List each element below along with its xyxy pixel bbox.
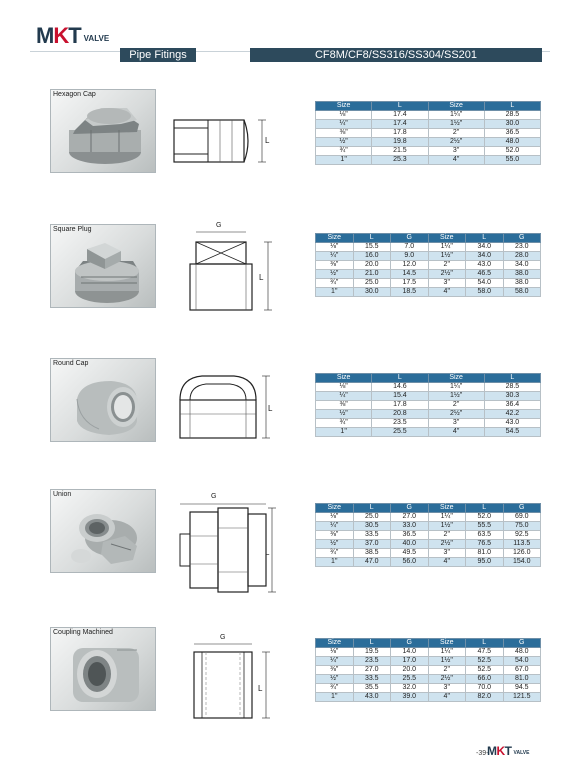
table-cell: 1¼" <box>428 648 466 657</box>
spec-table-square-plug <box>315 233 541 297</box>
table-cell: 23.5 <box>353 657 391 666</box>
table-cell: 46.5 <box>466 270 504 279</box>
hexagon-cap-drawing <box>168 114 278 168</box>
materials-banner: CF8M/CF8/SS316/SS304/SS201 <box>250 48 542 62</box>
table-cell: ¾" <box>316 684 354 693</box>
col-header: L <box>372 102 428 111</box>
table-cell: 4" <box>428 693 466 702</box>
col-header: Size <box>316 234 354 243</box>
table-cell: 17.8 <box>372 129 428 138</box>
page-number: -39- <box>476 750 489 757</box>
table-cell: 43.0 <box>484 419 540 428</box>
table-cell: ¼" <box>316 120 372 129</box>
table-cell: ⅛" <box>316 648 354 657</box>
table-cell: 1½" <box>428 392 484 401</box>
table-cell: 35.5 <box>353 684 391 693</box>
table-cell: ⅜" <box>316 666 354 675</box>
table-cell: 39.0 <box>391 693 429 702</box>
dim-label-l: L <box>265 136 270 145</box>
table-cell: 9.0 <box>391 252 429 261</box>
table-cell: 28.0 <box>503 252 541 261</box>
table-header-row <box>316 234 541 243</box>
table-cell: 19.8 <box>372 138 428 147</box>
col-header: Size <box>428 374 484 383</box>
table-row <box>316 531 541 540</box>
table-cell: 38.5 <box>353 549 391 558</box>
table-row <box>316 120 541 129</box>
table-row <box>316 522 541 531</box>
col-header: Size <box>316 374 372 383</box>
table-cell: 36.5 <box>391 531 429 540</box>
table-cell: 1" <box>316 428 372 437</box>
table-cell: 81.0 <box>503 675 541 684</box>
logo-mkt-text: MKT <box>36 23 81 48</box>
table-header-row <box>316 504 541 513</box>
photo-coupling-machined <box>50 627 156 711</box>
table-cell: ⅛" <box>316 513 354 522</box>
union-drawing <box>172 496 282 598</box>
dim-label-l: L <box>265 548 270 557</box>
table-cell: ½" <box>316 675 354 684</box>
product-name: Union <box>53 491 72 498</box>
table-cell: 34.0 <box>466 243 504 252</box>
table-row <box>316 657 541 666</box>
table-cell: 15.5 <box>353 243 391 252</box>
table-row <box>316 558 541 567</box>
union-image <box>51 490 157 574</box>
table-row <box>316 392 541 401</box>
table-cell: 33.5 <box>353 675 391 684</box>
table-cell: ⅜" <box>316 401 372 410</box>
table-row <box>316 675 541 684</box>
table-cell: 52.0 <box>466 513 504 522</box>
table-row <box>316 540 541 549</box>
table-cell: 18.5 <box>391 288 429 297</box>
table-cell: 21.0 <box>353 270 391 279</box>
table-cell: 54.5 <box>484 428 540 437</box>
table-row <box>316 129 541 138</box>
logo-valve-text: VALVE <box>83 34 110 43</box>
col-header: L <box>484 374 540 383</box>
table-row <box>316 288 541 297</box>
table-cell: 76.5 <box>466 540 504 549</box>
table-cell: 2" <box>428 401 484 410</box>
photo-square-plug <box>50 224 156 308</box>
table-cell: 121.5 <box>503 693 541 702</box>
table-cell: ⅜" <box>316 531 354 540</box>
table-cell: 42.2 <box>484 410 540 419</box>
table-cell: 1½" <box>428 252 466 261</box>
table-row <box>316 156 541 165</box>
table-cell: 23.5 <box>372 419 428 428</box>
square-plug-image <box>51 225 157 309</box>
table-cell: 4" <box>428 558 466 567</box>
table-cell: 3" <box>428 279 466 288</box>
table-cell: ¾" <box>316 279 354 288</box>
table-cell: 37.0 <box>353 540 391 549</box>
table-cell: 47.5 <box>466 648 504 657</box>
col-header: L <box>353 504 391 513</box>
table-cell: 40.0 <box>391 540 429 549</box>
table-cell: 43.0 <box>353 693 391 702</box>
spec-table-round-cap <box>315 373 541 437</box>
table-cell: 25.3 <box>372 156 428 165</box>
table-cell: 3" <box>428 684 466 693</box>
table-cell: ½" <box>316 270 354 279</box>
table-cell: 25.0 <box>353 513 391 522</box>
table-cell: ¼" <box>316 657 354 666</box>
table-cell: 2" <box>428 129 484 138</box>
product-name: Hexagon Cap <box>53 91 96 98</box>
table-cell: 2" <box>428 666 466 675</box>
table-cell: 30.0 <box>353 288 391 297</box>
table-cell: 1½" <box>428 522 466 531</box>
table-cell: 7.0 <box>391 243 429 252</box>
product-name: Square Plug <box>53 226 92 233</box>
table-cell: 54.0 <box>466 279 504 288</box>
table-cell: 2" <box>428 261 466 270</box>
table-cell: 20.0 <box>353 261 391 270</box>
table-cell: 49.5 <box>391 549 429 558</box>
col-header: Size <box>316 504 354 513</box>
table-row <box>316 261 541 270</box>
col-header: L <box>484 102 540 111</box>
table-cell: ⅜" <box>316 129 372 138</box>
table-cell: 67.0 <box>503 666 541 675</box>
table-cell: 4" <box>428 288 466 297</box>
table-cell: 34.0 <box>503 261 541 270</box>
table-cell: ⅛" <box>316 243 354 252</box>
table-cell: 14.0 <box>391 648 429 657</box>
table-cell: 38.0 <box>503 270 541 279</box>
table-cell: 23.0 <box>503 243 541 252</box>
table-cell: 2½" <box>428 540 466 549</box>
table-cell: 48.0 <box>484 138 540 147</box>
table-row <box>316 648 541 657</box>
hexagon-cap-image <box>51 90 157 174</box>
table-cell: 28.5 <box>484 111 540 120</box>
spec-table-hexagon-cap <box>315 101 541 165</box>
table-cell: 25.5 <box>391 675 429 684</box>
table-cell: 30.0 <box>484 120 540 129</box>
dim-label-g: G <box>220 634 226 641</box>
round-cap-drawing <box>172 370 282 446</box>
table-cell: 1¼" <box>428 111 484 120</box>
dim-label-l: L <box>259 273 264 282</box>
table-cell: 82.0 <box>466 693 504 702</box>
table-cell: 52.0 <box>484 147 540 156</box>
table-cell: 69.0 <box>503 513 541 522</box>
table-cell: 58.0 <box>466 288 504 297</box>
table-cell: 1" <box>316 288 354 297</box>
table-cell: 81.0 <box>466 549 504 558</box>
dim-label-l: L <box>258 684 263 693</box>
table-cell: ¾" <box>316 549 354 558</box>
table-row <box>316 666 541 675</box>
table-cell: 58.0 <box>503 288 541 297</box>
dim-label-l: L <box>268 404 273 413</box>
product-name: Round Cap <box>53 360 89 367</box>
table-row <box>316 549 541 558</box>
dim-label-g: G <box>216 222 222 229</box>
table-cell: 75.0 <box>503 522 541 531</box>
table-cell: 30.3 <box>484 392 540 401</box>
table-cell: 94.5 <box>503 684 541 693</box>
brand-logo <box>36 23 110 48</box>
table-cell: 4" <box>428 428 484 437</box>
col-header: L <box>353 234 391 243</box>
spec-table-coupling-machined <box>315 638 541 702</box>
table-cell: 17.5 <box>391 279 429 288</box>
table-cell: 2½" <box>428 675 466 684</box>
table-cell: 70.0 <box>466 684 504 693</box>
table-cell: ⅛" <box>316 383 372 392</box>
table-cell: 48.0 <box>503 648 541 657</box>
col-header: G <box>391 234 429 243</box>
table-cell: 2" <box>428 531 466 540</box>
table-cell: 17.4 <box>372 120 428 129</box>
table-cell: ¾" <box>316 419 372 428</box>
table-cell: 55.5 <box>466 522 504 531</box>
table-cell: 36.5 <box>484 129 540 138</box>
table-cell: 38.0 <box>503 279 541 288</box>
table-cell: 30.5 <box>353 522 391 531</box>
table-cell: ⅛" <box>316 111 372 120</box>
table-cell: 154.0 <box>503 558 541 567</box>
photo-hexagon-cap <box>50 89 156 173</box>
dim-label-g: G <box>211 493 217 500</box>
table-header-row <box>316 639 541 648</box>
table-cell: 15.4 <box>372 392 428 401</box>
table-cell: 63.5 <box>466 531 504 540</box>
table-cell: 14.6 <box>372 383 428 392</box>
table-cell: ¼" <box>316 392 372 401</box>
table-cell: ½" <box>316 410 372 419</box>
table-row <box>316 270 541 279</box>
table-cell: 17.0 <box>391 657 429 666</box>
col-header: L <box>353 639 391 648</box>
table-cell: 1" <box>316 156 372 165</box>
table-cell: 1¼" <box>428 383 484 392</box>
col-header: G <box>503 234 541 243</box>
section-title: Pipe Fitings <box>120 48 196 62</box>
table-row <box>316 410 541 419</box>
table-cell: 19.5 <box>353 648 391 657</box>
product-name: Coupling Machined <box>53 629 113 636</box>
table-cell: 34.0 <box>466 252 504 261</box>
table-row <box>316 513 541 522</box>
round-cap-image <box>51 359 157 443</box>
table-header-row <box>316 374 541 383</box>
col-header: G <box>391 504 429 513</box>
table-cell: 21.5 <box>372 147 428 156</box>
table-cell: 2½" <box>428 270 466 279</box>
col-header: Size <box>428 504 466 513</box>
footer-logo-mkt: MKT <box>487 744 512 758</box>
coupling-machined-image <box>51 628 157 712</box>
table-cell: 16.0 <box>353 252 391 261</box>
coupling-machined-drawing <box>180 636 280 724</box>
table-cell: ⅜" <box>316 261 354 270</box>
col-header: Size <box>428 234 466 243</box>
table-row <box>316 111 541 120</box>
table-cell: 1½" <box>428 657 466 666</box>
table-cell: ¼" <box>316 522 354 531</box>
table-cell: 25.5 <box>372 428 428 437</box>
table-row <box>316 147 541 156</box>
col-header: L <box>466 639 504 648</box>
table-cell: 2½" <box>428 410 484 419</box>
table-cell: 20.8 <box>372 410 428 419</box>
table-cell: 47.0 <box>353 558 391 567</box>
col-header: L <box>372 374 428 383</box>
table-cell: 25.0 <box>353 279 391 288</box>
table-row <box>316 383 541 392</box>
col-header: G <box>503 504 541 513</box>
col-header: G <box>503 639 541 648</box>
table-cell: 52.5 <box>466 657 504 666</box>
table-row <box>316 401 541 410</box>
table-row <box>316 138 541 147</box>
table-cell: 1½" <box>428 120 484 129</box>
spec-table-union <box>315 503 541 567</box>
table-row <box>316 419 541 428</box>
table-cell: 1" <box>316 693 354 702</box>
footer-logo <box>487 745 529 757</box>
table-cell: ½" <box>316 138 372 147</box>
col-header: G <box>391 639 429 648</box>
col-header: Size <box>428 639 466 648</box>
col-header: Size <box>316 102 372 111</box>
photo-round-cap <box>50 358 156 442</box>
table-cell: 54.0 <box>503 657 541 666</box>
table-cell: 27.0 <box>391 513 429 522</box>
table-row <box>316 428 541 437</box>
table-cell: 33.5 <box>353 531 391 540</box>
table-cell: ¾" <box>316 147 372 156</box>
table-cell: 92.5 <box>503 531 541 540</box>
col-header: L <box>466 504 504 513</box>
table-cell: 14.5 <box>391 270 429 279</box>
col-header: Size <box>428 102 484 111</box>
table-cell: ½" <box>316 540 354 549</box>
table-cell: 36.4 <box>484 401 540 410</box>
table-cell: ¼" <box>316 252 354 261</box>
table-cell: 126.0 <box>503 549 541 558</box>
table-cell: 20.0 <box>391 666 429 675</box>
photo-union <box>50 489 156 573</box>
table-cell: 12.0 <box>391 261 429 270</box>
table-cell: 28.5 <box>484 383 540 392</box>
table-cell: 2½" <box>428 138 484 147</box>
footer-logo-valve: VALVE <box>513 750 530 756</box>
table-cell: 1¼" <box>428 243 466 252</box>
col-header: L <box>466 234 504 243</box>
square-plug-drawing <box>182 224 282 318</box>
table-cell: 3" <box>428 147 484 156</box>
table-cell: 43.0 <box>466 261 504 270</box>
table-cell: 52.5 <box>466 666 504 675</box>
col-header: Size <box>316 639 354 648</box>
table-row <box>316 243 541 252</box>
table-cell: 3" <box>428 419 484 428</box>
table-cell: 27.0 <box>353 666 391 675</box>
table-cell: 55.0 <box>484 156 540 165</box>
table-cell: 17.4 <box>372 111 428 120</box>
table-row <box>316 279 541 288</box>
table-cell: 4" <box>428 156 484 165</box>
table-cell: 33.0 <box>391 522 429 531</box>
table-row <box>316 252 541 261</box>
table-cell: 56.0 <box>391 558 429 567</box>
table-header-row <box>316 102 541 111</box>
table-cell: 113.5 <box>503 540 541 549</box>
table-cell: 32.0 <box>391 684 429 693</box>
table-row <box>316 693 541 702</box>
table-cell: 95.0 <box>466 558 504 567</box>
table-cell: 3" <box>428 549 466 558</box>
table-row <box>316 684 541 693</box>
table-cell: 17.8 <box>372 401 428 410</box>
table-cell: 1" <box>316 558 354 567</box>
table-cell: 1¼" <box>428 513 466 522</box>
table-cell: 66.0 <box>466 675 504 684</box>
